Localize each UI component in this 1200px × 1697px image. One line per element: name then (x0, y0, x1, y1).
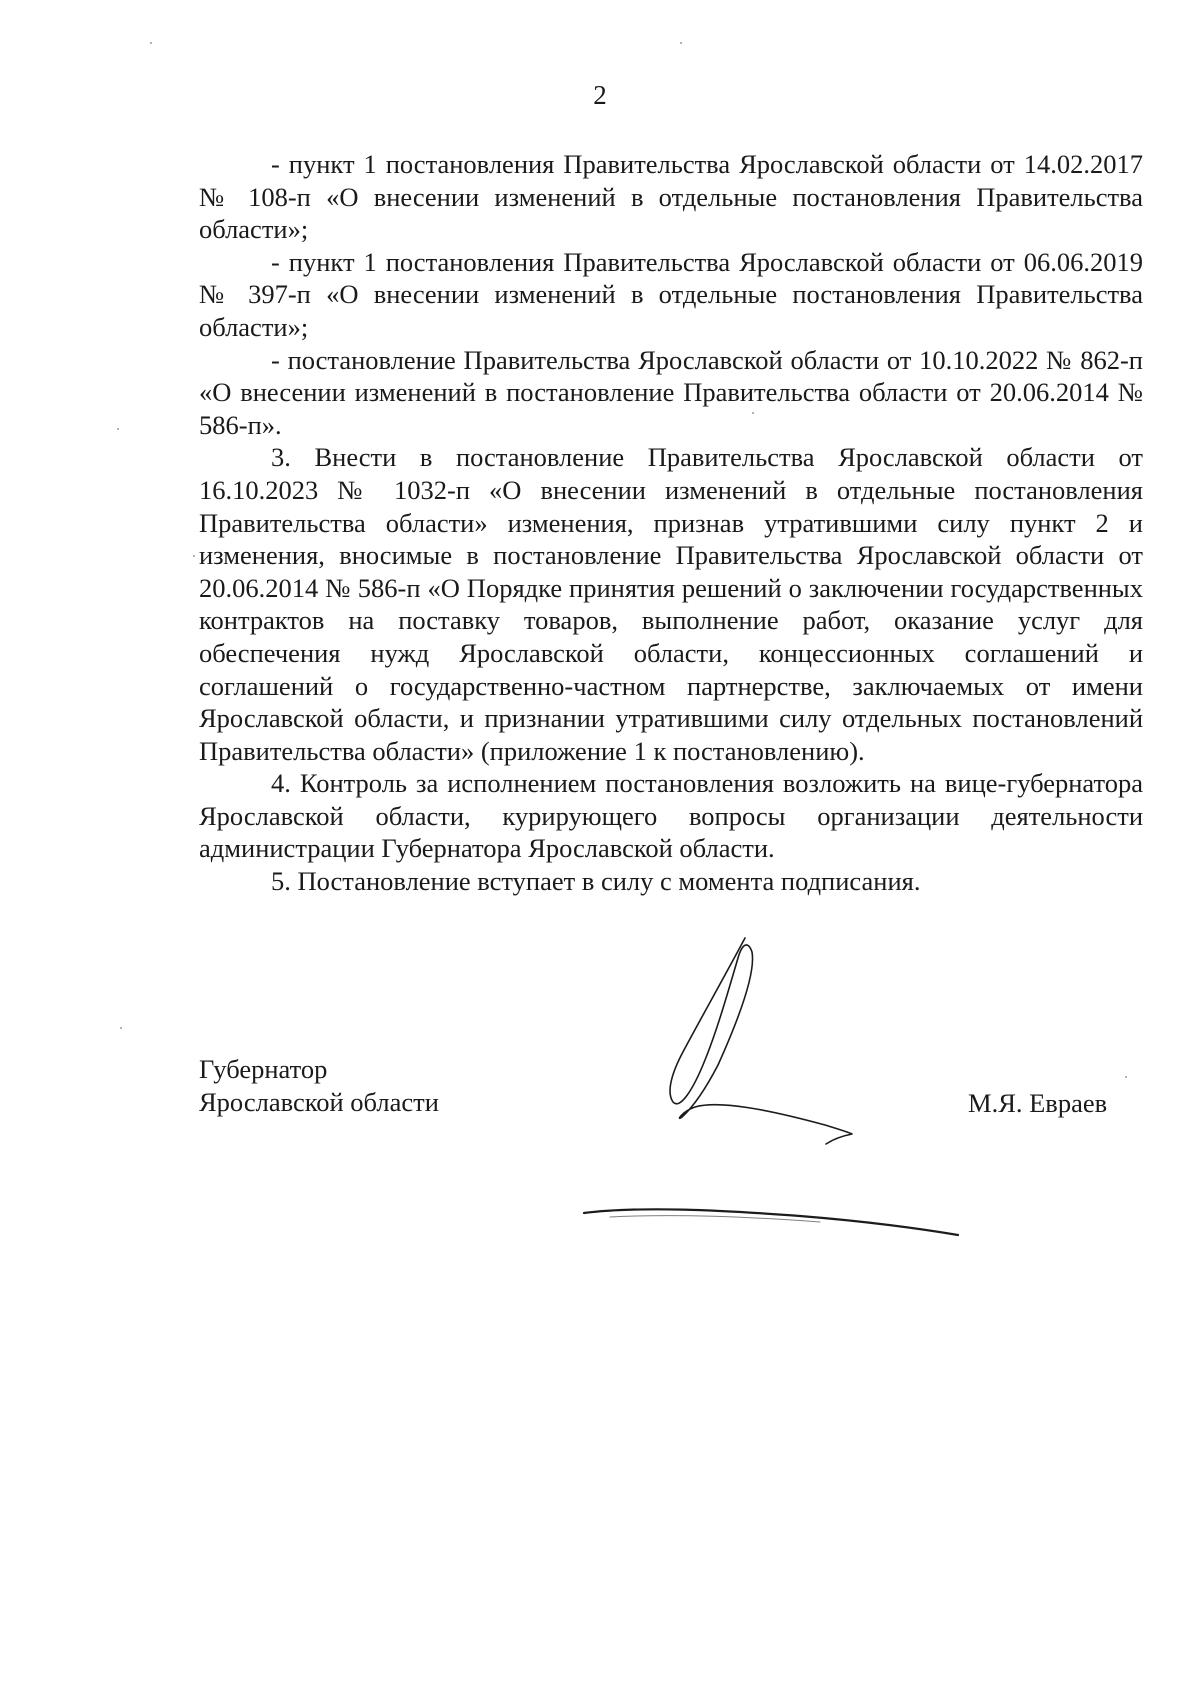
document-body (199, 148, 1143, 898)
position-region: Ярославской области (199, 1087, 439, 1117)
paragraph-clause-3: 3. Внести в постановление Правительства Ярославской области от 16.10.2023 № 1032-п «О внесении изменений в отдельные постановления Правительства области» изменения, признав утратившими силу пункт 2 и изменения, вносимые в постановление Правительства Ярославской области от 20.06.2014 № 586-п «О Порядке принятия решений о заключении государственных контрактов на поставку товаров, выполнение работ, оказание услуг для обеспечения нужд Ярославской области, концессионных соглашений и соглашений о государственно-частном партнерстве, заключаемых от имени Ярославской области, и признании утратившими силу отдельных постановлений Правительства области» (приложение 1 к постановлению). (199, 442, 1143, 766)
paragraph-clause-5: 5. Постановление вступает в силу с момента подписания. (271, 866, 921, 897)
scan-speck (117, 428, 119, 430)
paragraph-item-3: - постановление Правительства Ярославской области от 10.10.2022 № 862-п «О внесении изменений в постановление Правительства области от 20.06.2014 № 586-п». (199, 344, 1143, 440)
scan-speck (150, 42, 152, 44)
paragraph-item-1: - пункт 1 постановления Правительства Ярославской области от 14.02.2017 № 108-п «О внесении изменений в отдельные постановления Правительства области»; (199, 149, 1143, 245)
scan-speck (752, 412, 754, 414)
page-number: 2 (593, 80, 607, 110)
signatory-name: М.Я. Евраев (968, 1088, 1108, 1118)
signature-position (199, 1053, 439, 1119)
handwritten-signature (580, 930, 980, 1250)
paragraph-clause-4: 4. Контроль за исполнением постановления возложить на вице-губернатора Ярославской области, курирующего вопросы организации деятельности администрации Губернатора Ярославской области. (199, 768, 1143, 864)
scan-speck (680, 42, 682, 44)
scan-speck (1125, 1076, 1127, 1078)
position-title: Губернатор (199, 1054, 328, 1084)
scan-speck (120, 1027, 122, 1029)
paragraph-item-2: - пункт 1 постановления Правительства Ярославской области от 06.06.2019 № 397-п «О внесении изменений в отдельные постановления Правительства области»; (199, 246, 1143, 342)
scan-speck (193, 555, 195, 557)
